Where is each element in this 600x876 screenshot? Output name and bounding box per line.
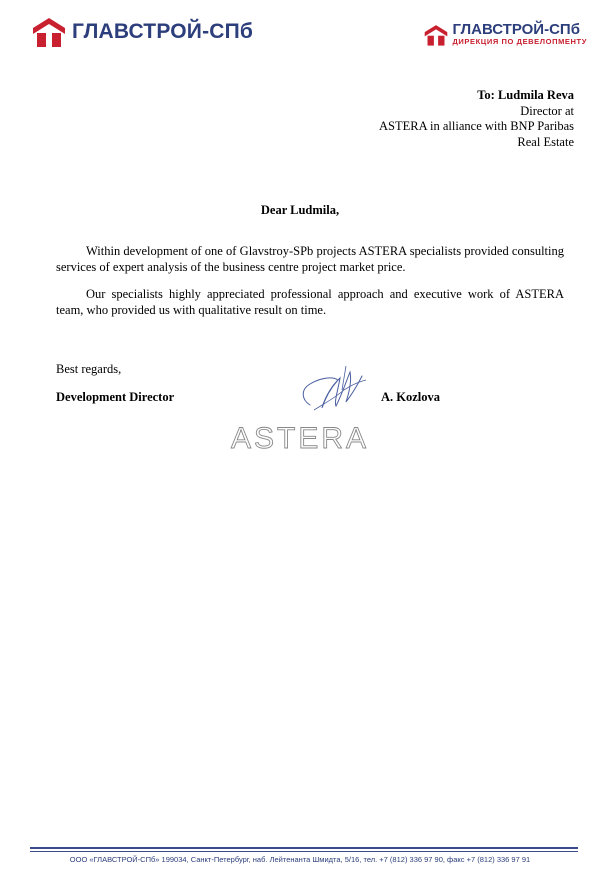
body-paragraph: Our specialists highly appreciated professional approach and executive work of ASTERA team, who provided us with qualitative result on time.	[56, 287, 564, 317]
recipient-line: ASTERA in alliance with BNP Paribas	[378, 119, 574, 133]
stamp-text: ASTERA	[231, 422, 369, 454]
footer-address: ООО «ГЛАВСТРОЙ-СПб» 199034, Санкт-Петербург, наб. Лейтенанта Шмидта, 5/16, тел. +7 (812) 336 97 90, факс +7 (812) 336 97 91	[69, 855, 531, 864]
closing-regards: Best regards,	[56, 362, 122, 376]
handwritten-signature	[280, 360, 370, 424]
logo-right-text: ГЛАВСТРОЙ-СПб	[452, 21, 580, 38]
signer-name: A. Kozlova	[381, 390, 441, 404]
logo-right-subtitle: ДИРЕКЦИЯ ПО ДЕВЕЛОПМЕНТУ	[452, 37, 587, 46]
astera-stamp	[229, 420, 369, 454]
recipient-block	[379, 88, 574, 150]
recipient-line: Real Estate	[517, 134, 574, 149]
footer-divider	[30, 847, 578, 849]
body-paragraph: Within development of one of Glavstroy-SPb projects ASTERA specialists provided consulting services of expert analysis of the business centre project market price.	[56, 244, 564, 274]
footer-divider	[30, 851, 578, 852]
house-logo-icon	[32, 17, 66, 47]
letter-body	[56, 243, 564, 329]
logo-left	[32, 17, 253, 47]
recipient-to: To: Ludmila Reva	[477, 88, 574, 102]
signer-position: Development Director	[56, 390, 175, 404]
house-logo-icon	[424, 23, 448, 47]
logo-left-text: ГЛАВСТРОЙ-СПб	[72, 20, 254, 43]
recipient-line: Director at	[520, 103, 574, 118]
logo-right	[424, 22, 587, 47]
salutation: Dear Ludmila,	[260, 203, 340, 217]
